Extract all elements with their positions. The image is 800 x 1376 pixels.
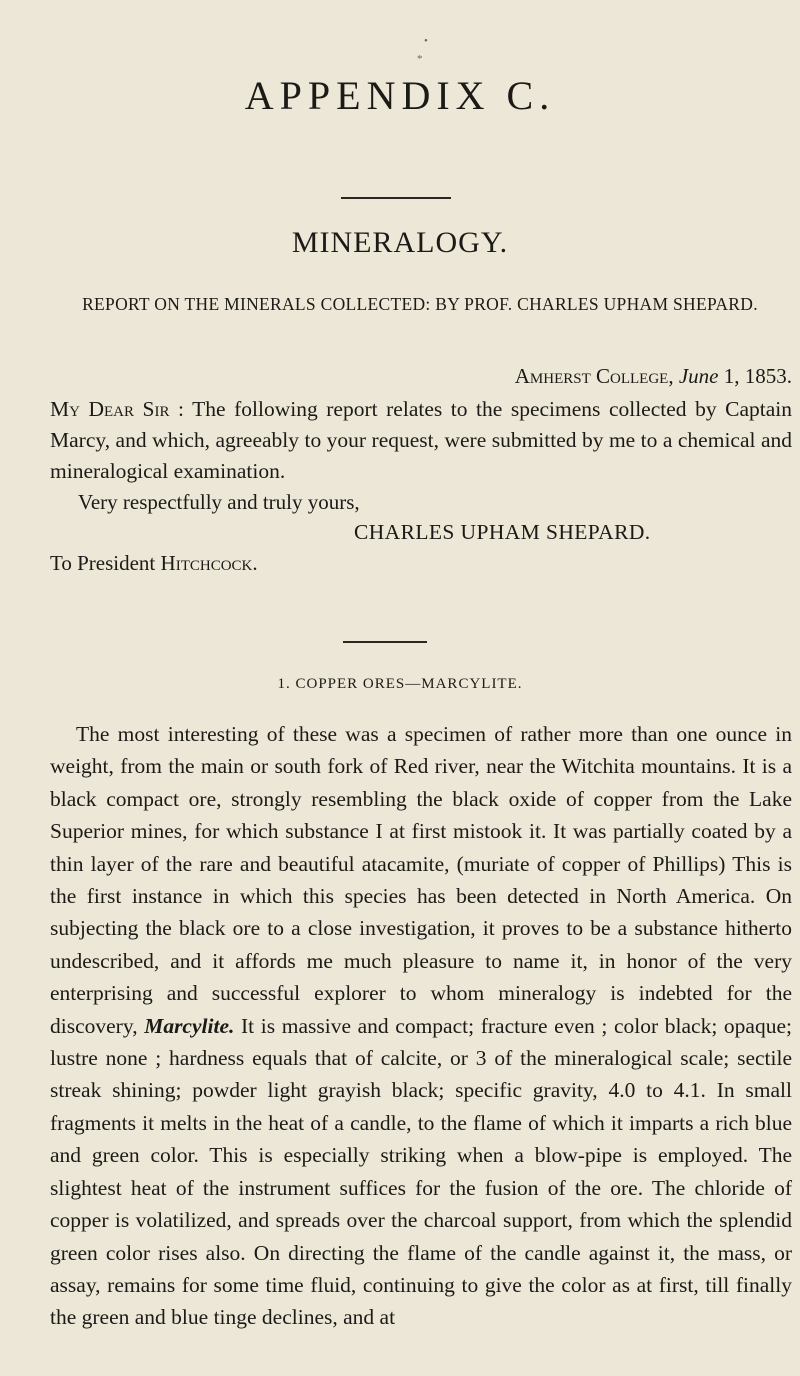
letter-closing: Very respectfully and truly yours, (78, 490, 360, 514)
section-title: MINERALOGY. (291, 226, 509, 259)
report-subtitle: REPORT ON THE MINERALS COLLECTED: BY PROF. CHARLES UPHAM SHEPARD. (82, 294, 758, 314)
appendix-title: APPENDIX C. (244, 73, 556, 118)
addressee-prefix: To President (50, 551, 156, 575)
letter-date-month: June (678, 364, 719, 388)
top-mark: • (424, 35, 428, 47)
letter-body (50, 394, 792, 487)
paragraph-part1: The most interesting of these was a specimen of rather more than one ounce in weight, from the main or south fork of Red river, near the Witchita mountains. It is a black compact ore, strongly resembling the black oxide of copper from the Lake Superior mines, for which substance I at first mistook it. It was partially coated by a thin layer of the rare and beautiful atacamite, (muriate of copper of Phillips) This is the first instance in which this species has been detected in North America. On subjecting the black ore to a close investigation, it proves to be a substance hitherto undescribed, and it affords me much pleasure to name it, in honor of the very enterprising and successful explorer to whom mineralogy is indebted for the discovery, (50, 722, 792, 1038)
letter-signature: CHARLES UPHAM SHEPARD. (354, 520, 651, 544)
letter-dateline (50, 364, 792, 389)
letter-addressee (50, 551, 792, 576)
section-paragraph (50, 718, 792, 1334)
title-divider (341, 197, 451, 199)
letter-place: Amherst College, (514, 364, 674, 388)
letter-body-text: The following report relates to the specimens collected by Captain Marcy, and which, agreeably to your request, were submitted by me to a chemical and mineralogical examination. (50, 397, 792, 483)
section-divider (343, 641, 427, 643)
side-mark: * (417, 53, 423, 65)
letter-salutation: My Dear Sir : (50, 397, 185, 421)
section-heading: 1. COPPER ORES—MARCYLITE. (277, 676, 523, 692)
paragraph-part2: It is massive and compact; fracture even ; color black; opaque; lustre none ; hardness equals that of calcite, or 3 of the mineralogical scale; sectile streak shining; powder light grayish black; specific gravity, 4.0 to 4.1. In small fragments it melts in the heat of a candle, to the flame of which it imparts a rich blue and green color. This is especially striking when a blow-pipe is employed. The slightest heat of the instrument suffices for the fusion of the ore. The chloride of copper is volatilized, and spreads over the charcoal support, from which the splendid green color rises also. On directing the flame of the candle against it, the mass, or assay, remains for some time fluid, continuing to give the color as at first, till finally the green and blue tinge declines, and at (50, 1013, 792, 1330)
letter-date-rest: 1, 1853. (723, 364, 792, 388)
addressee-name: Hitchcock. (160, 551, 258, 575)
mineral-name: Marcylite. (144, 1013, 235, 1038)
